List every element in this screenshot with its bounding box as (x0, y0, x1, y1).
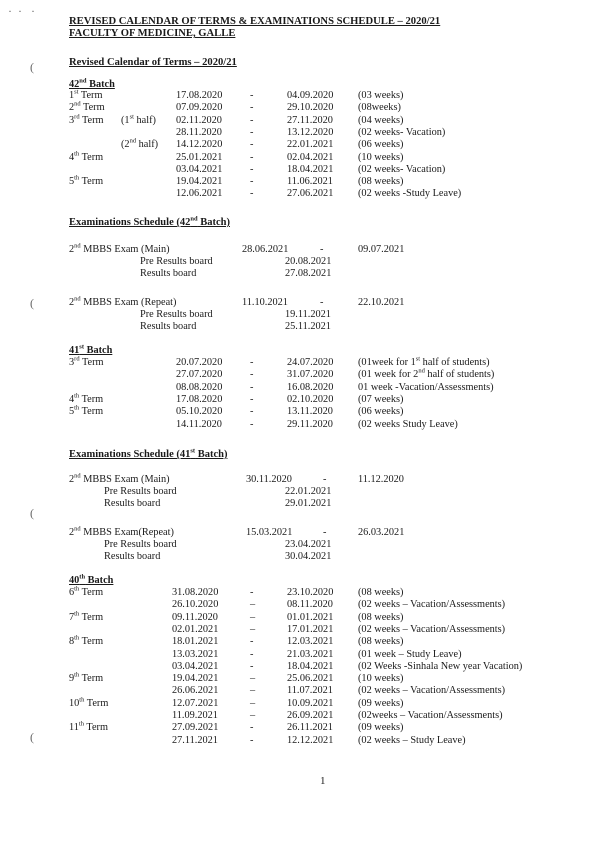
exam-name: 2nd MBBS Exam(Repeat) (69, 525, 174, 538)
start-date: 27.11.2021 (172, 734, 218, 746)
table-row (0, 176, 595, 188)
batch-42-heading: 42nd Batch (69, 77, 115, 90)
start-date: 03.04.2021 (172, 660, 219, 672)
duration-note: (02 weeks – Study Leave) (358, 734, 466, 746)
start-date: 02.11.2020 (176, 114, 222, 126)
start-date: 08.08.2020 (176, 381, 223, 393)
pre-results-date: 22.01.2021 (285, 486, 332, 497)
table-row (0, 685, 595, 697)
date-separator: – (250, 673, 256, 685)
exam-name: 2nd MBBS Exam (Main) (69, 242, 170, 255)
table-row (0, 382, 595, 394)
duration-note: (08 weeks) (358, 587, 404, 598)
start-date: 11.09.2021 (172, 710, 218, 721)
date-separator: - (250, 381, 254, 393)
date-separator: - (250, 406, 254, 418)
page-number: 1 (320, 775, 326, 787)
term-name: 6th Term (69, 585, 104, 598)
pre-results-label: Pre Results board (104, 539, 177, 550)
table-row (0, 394, 595, 406)
date-separator: - (250, 369, 254, 381)
end-date: 18.04.2021 (287, 163, 334, 175)
exam-42-heading: Examinations Schedule (42nd Batch) (69, 215, 230, 228)
table-row (0, 636, 595, 648)
table-row (0, 587, 595, 599)
table-row (0, 406, 595, 418)
duration-note: (09 weeks) (358, 697, 404, 709)
results-board-label: Results board (104, 551, 161, 562)
results-board-date: 27.08.2021 (285, 268, 332, 279)
duration-note: (04 weeks) (358, 114, 404, 126)
table-row (0, 357, 595, 369)
end-date: 26.11.2021 (287, 722, 333, 734)
table-row (0, 139, 595, 151)
date-separator: – (250, 599, 256, 611)
start-date: 12.06.2021 (176, 188, 223, 200)
end-date: 12.03.2021 (287, 636, 334, 648)
start-date: 26.10.2020 (172, 599, 219, 611)
end-date: 22.01.2021 (287, 139, 334, 151)
end-date: 04.09.2020 (287, 90, 334, 101)
pre-results-label: Pre Results board (140, 309, 213, 320)
start-date: 13.03.2021 (172, 648, 219, 660)
table-row (0, 698, 595, 710)
term-name: 5th Term (69, 404, 104, 418)
table-row (0, 102, 595, 114)
date-separator: - (250, 393, 254, 405)
start-date: 18.01.2021 (172, 636, 219, 648)
end-date: 27.11.2020 (287, 114, 333, 126)
date-separator: - (323, 474, 327, 485)
date-separator: - (323, 527, 327, 538)
exam-end-date: 26.03.2021 (358, 527, 405, 538)
date-separator: - (250, 722, 254, 734)
end-date: 01.01.2021 (287, 611, 334, 623)
exam-name: 2nd MBBS Exam (Repeat) (69, 295, 177, 308)
end-date: 02.04.2021 (287, 151, 334, 163)
document-title: REVISED CALENDAR OF TERMS & EXAMINATIONS SCHEDULE – 2020/21 (69, 16, 441, 27)
duration-note: (06 weeks) (358, 139, 404, 151)
exam-name: 2nd MBBS Exam (Main) (69, 472, 170, 485)
end-date: 10.09.2021 (287, 697, 334, 709)
end-date: 24.07.2020 (287, 357, 334, 368)
scan-mark: ( (30, 296, 34, 310)
term-name: 3rd Term (69, 113, 104, 126)
scan-mark: · · · (8, 4, 35, 18)
date-separator: - (250, 357, 254, 368)
table-row (0, 188, 595, 200)
exam-start-date: 11.10.2021 (242, 297, 288, 308)
duration-note: (01 week for 2nd half of students) (358, 367, 495, 381)
duration-note: (08 weeks) (358, 176, 404, 188)
date-separator: - (250, 636, 254, 648)
date-separator: - (250, 188, 254, 200)
term-name: 5th Term (69, 174, 104, 188)
start-date: 25.01.2021 (176, 151, 223, 163)
end-date: 25.06.2021 (287, 673, 334, 685)
term-name: 2nd Term (69, 100, 105, 114)
date-separator: - (250, 648, 254, 660)
start-date: 02.01.2021 (172, 623, 219, 635)
date-separator: - (250, 102, 254, 114)
batch-41-heading: 41st Batch (69, 343, 113, 356)
end-date: 21.03.2021 (287, 648, 334, 660)
duration-note: (02 weeks -Study Leave) (358, 188, 462, 200)
duration-note: (09 weeks) (358, 722, 404, 734)
date-separator: - (250, 734, 254, 746)
table-row (0, 624, 595, 636)
table-row (0, 735, 595, 747)
term-name: 4th Term (69, 150, 104, 163)
start-date: 20.07.2020 (176, 357, 223, 368)
date-separator: – (250, 623, 256, 635)
duration-note: (08 weeks) (358, 636, 404, 648)
date-separator: – (250, 697, 256, 709)
duration-note: (02 Weeks -Sinhala New year Vacation) (358, 660, 523, 672)
end-date: 11.06.2021 (287, 176, 333, 188)
end-date: 02.10.2020 (287, 393, 334, 405)
date-separator: – (250, 685, 256, 697)
table-row (0, 127, 595, 139)
date-separator: - (320, 297, 324, 308)
table-row (0, 164, 595, 176)
start-date: 19.04.2021 (172, 673, 219, 685)
exam-end-date: 09.07.2021 (358, 244, 405, 255)
date-separator: - (250, 90, 254, 101)
results-board-date: 29.01.2021 (285, 498, 332, 509)
exam-41-heading: Examinations Schedule (41st Batch) (69, 447, 228, 460)
batch-40-heading: 40th Batch (69, 573, 114, 586)
duration-note: (02 weeks- Vacation) (358, 163, 446, 175)
end-date: 23.10.2020 (287, 587, 334, 598)
end-date: 13.11.2020 (287, 406, 333, 418)
table-row (0, 369, 595, 381)
results-board-date: 25.11.2021 (285, 321, 331, 332)
exam-start-date: 30.11.2020 (246, 474, 292, 485)
end-date: 26.09.2021 (287, 710, 334, 721)
pre-results-date: 19.11.2021 (285, 309, 331, 320)
table-row (0, 90, 595, 102)
term-name: 1st Term (69, 88, 103, 101)
duration-note: (02 weeks – Vacation/Assessments) (358, 623, 506, 635)
start-date: 28.11.2020 (176, 126, 222, 138)
term-name: 10th Term (69, 696, 109, 709)
term-name: 4th Term (69, 392, 104, 405)
start-date: 05.10.2020 (176, 406, 223, 418)
duration-note: 01 week -Vacation/Assessments) (358, 381, 494, 393)
end-date: 29.10.2020 (287, 102, 334, 114)
end-date: 18.04.2021 (287, 660, 334, 672)
duration-note: (07 weeks) (358, 393, 404, 405)
end-date: 29.11.2020 (287, 418, 333, 430)
term-name: 9th Term (69, 671, 104, 685)
start-date: 17.08.2020 (176, 393, 223, 405)
results-board-label: Results board (104, 498, 161, 509)
pre-results-date: 23.04.2021 (285, 539, 332, 550)
term-name: 3rd Term (69, 355, 104, 368)
table-row (0, 115, 595, 127)
scan-mark: ( (30, 506, 34, 520)
duration-note: (02 weeks – Vacation/Assessments) (358, 685, 506, 697)
faculty-name: FACULTY OF MEDICINE, GALLE (69, 28, 236, 39)
duration-note: (08weeks) (358, 102, 401, 114)
duration-note: (02 weeks – Vacation/Assessments) (358, 599, 506, 611)
table-row (0, 649, 595, 661)
start-date: 09.11.2020 (172, 611, 218, 623)
results-board-label: Results board (140, 268, 197, 279)
start-date: 27.09.2021 (172, 722, 219, 734)
end-date: 16.08.2020 (287, 381, 334, 393)
table-row (0, 722, 595, 734)
duration-note: (10 weeks) (358, 673, 404, 685)
table-row (0, 599, 595, 611)
duration-note: (01 week – Study Leave) (358, 648, 462, 660)
duration-note: (10 weeks) (358, 151, 404, 163)
term-name: 11th Term (69, 720, 108, 734)
duration-note: (02 weeks- Vacation) (358, 126, 446, 138)
exam-end-date: 11.12.2020 (358, 474, 404, 485)
date-separator: – (250, 611, 256, 623)
pre-results-label: Pre Results board (104, 486, 177, 497)
start-date: 26.06.2021 (172, 685, 219, 697)
end-date: 08.11.2020 (287, 599, 333, 611)
end-date: 31.07.2020 (287, 369, 334, 381)
end-date: 11.07.2021 (287, 685, 333, 697)
start-date: 14.11.2020 (176, 418, 222, 430)
table-row (0, 710, 595, 722)
table-row (0, 673, 595, 685)
date-separator: - (250, 176, 254, 188)
duration-note: (02weeks – Vacation/Assessments) (358, 710, 503, 721)
date-separator: - (250, 660, 254, 672)
scan-mark: ( (30, 730, 34, 744)
end-date: 13.12.2020 (287, 126, 334, 138)
end-date: 17.01.2021 (287, 623, 334, 635)
end-date: 27.06.2021 (287, 188, 334, 200)
calendar-subtitle: Revised Calendar of Terms – 2020/21 (69, 57, 237, 68)
start-date: 12.07.2021 (172, 697, 219, 709)
table-row (0, 661, 595, 673)
start-date: 07.09.2020 (176, 102, 223, 114)
exam-end-date: 22.10.2021 (358, 297, 405, 308)
date-separator: - (250, 418, 254, 430)
duration-note: (01week for 1st half of students) (358, 355, 490, 368)
duration-note: (03 weeks) (358, 90, 404, 101)
date-separator: - (250, 163, 254, 175)
scan-mark: ( (30, 60, 34, 74)
date-separator: - (250, 587, 254, 598)
start-date: 27.07.2020 (176, 369, 223, 381)
date-separator: - (320, 244, 324, 255)
date-separator: - (250, 139, 254, 151)
results-board-label: Results board (140, 321, 197, 332)
table-row (0, 612, 595, 624)
term-name: 7th Term (69, 610, 104, 623)
start-date: 19.04.2021 (176, 176, 223, 188)
start-date: 03.04.2021 (176, 163, 223, 175)
duration-note: (06 weeks) (358, 406, 404, 418)
start-date: 31.08.2020 (172, 587, 219, 598)
date-separator: - (250, 114, 254, 126)
results-board-date: 30.04.2021 (285, 551, 332, 562)
date-separator: - (250, 151, 254, 163)
exam-start-date: 15.03.2021 (246, 527, 293, 538)
end-date: 12.12.2021 (287, 734, 334, 746)
duration-note: (08 weeks) (358, 611, 404, 623)
pre-results-label: Pre Results board (140, 256, 213, 267)
term-half: (1st half) (121, 113, 156, 126)
table-row (0, 152, 595, 164)
start-date: 17.08.2020 (176, 90, 223, 101)
date-separator: - (250, 126, 254, 138)
start-date: 14.12.2020 (176, 139, 223, 151)
term-half: (2nd half) (121, 137, 159, 151)
exam-start-date: 28.06.2021 (242, 244, 289, 255)
date-separator: – (250, 710, 256, 721)
term-name: 8th Term (69, 634, 104, 648)
table-row (0, 419, 595, 431)
pre-results-date: 20.08.2021 (285, 256, 332, 267)
duration-note: (02 weeks Study Leave) (358, 418, 458, 430)
